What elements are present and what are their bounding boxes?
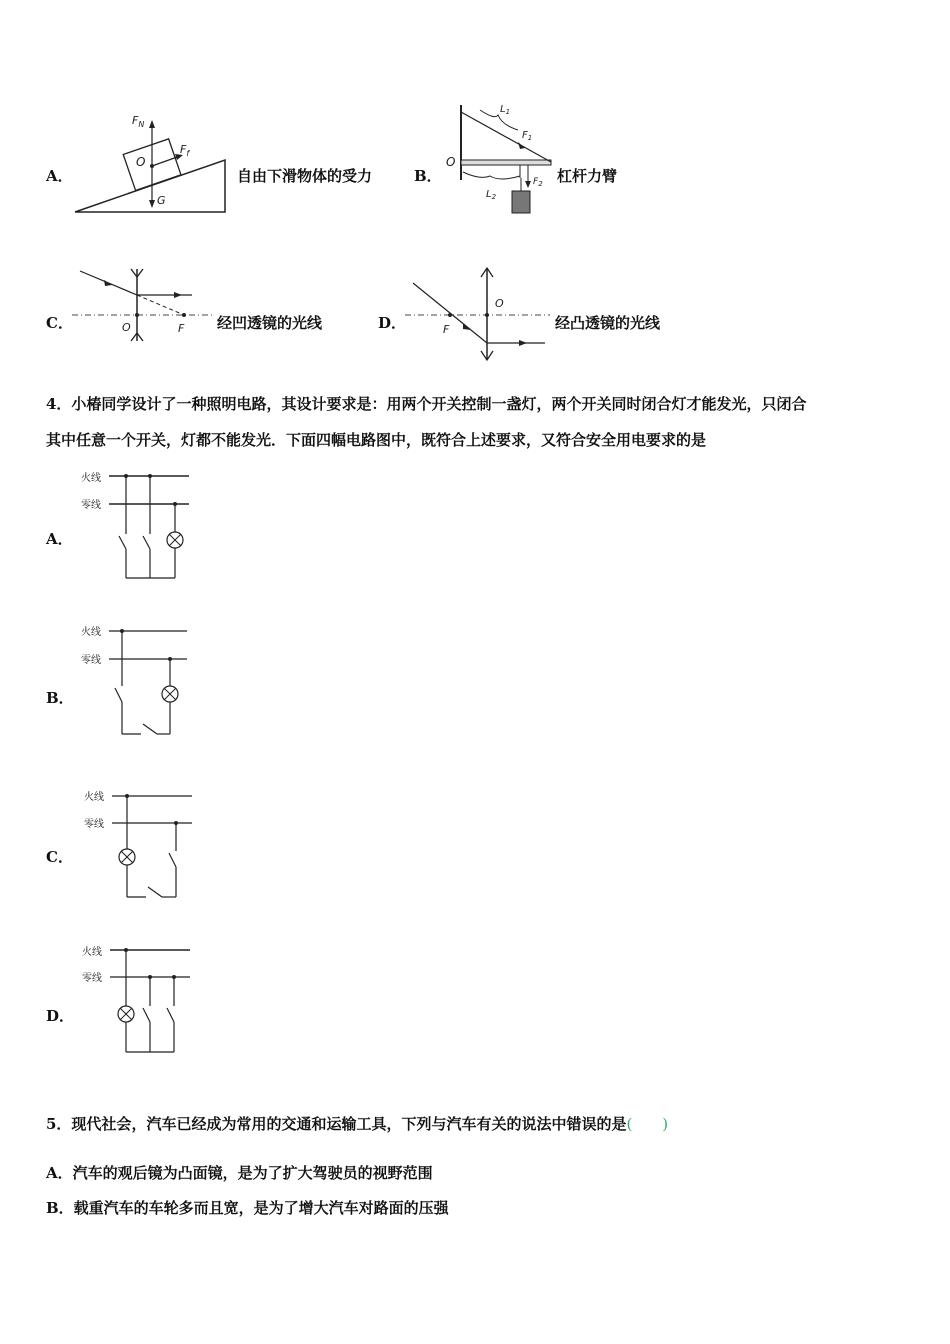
circuit-a-label: A．: [46, 530, 73, 548]
circuit-c-label: C．: [46, 848, 73, 866]
concave-f-label: F: [178, 322, 185, 335]
option-b-caption: 杠杆力臂: [557, 167, 618, 185]
option-b-label: B．: [414, 167, 442, 185]
option-a-label: A．: [46, 167, 73, 185]
convex-lens-diagram: [405, 265, 553, 365]
circuit-a-neutral: 零线: [81, 500, 101, 511]
circuit-c-diagram: [80, 785, 200, 905]
g-label: G: [157, 194, 166, 207]
circuit-d-label: D．: [46, 1007, 75, 1025]
lever-diagram: [440, 100, 555, 218]
svg-text:FN: [132, 114, 144, 129]
question-5-text: 5．现代社会，汽车已经成为常用的交通和运输工具，下列与汽车有关的说法中错误的是: [46, 1115, 627, 1133]
circuit-b-neutral: 零线: [81, 655, 101, 666]
circuit-b-label: B．: [46, 689, 74, 707]
option-d-caption: 经凸透镜的光线: [555, 314, 661, 332]
f2-label: F: [533, 177, 539, 187]
l2-sub: 2: [491, 193, 497, 201]
l1-label: L: [500, 104, 506, 115]
ff-sub: f: [186, 149, 190, 158]
circuit-d-neutral: 零线: [82, 973, 102, 984]
convex-f-label: F: [443, 323, 450, 336]
f2-sub: 2: [538, 180, 543, 188]
svg-text:Ff: [180, 143, 190, 158]
incline-force-diagram: [70, 110, 240, 220]
circuit-b-live: 火线: [81, 627, 101, 638]
circuit-a-diagram: [75, 466, 195, 581]
circuit-b-diagram: [75, 620, 195, 740]
f1-sub: 1: [527, 134, 533, 142]
circuit-c-neutral: 零线: [84, 819, 104, 830]
question-5-option-b: B．载重汽车的车轮多而且宽，是为了增大汽车对路面的压强: [46, 1199, 449, 1217]
lever-o-label: O: [446, 155, 456, 169]
concave-lens-diagram: [72, 265, 217, 345]
convex-o-label: O: [495, 297, 504, 310]
question-5-option-a: A．汽车的观后镜为凸面镜，是为了扩大驾驶员的视野范围: [46, 1164, 433, 1182]
question-5-stem: [46, 1113, 668, 1134]
l1-sub: 1: [505, 108, 511, 116]
fn-label: F: [132, 114, 139, 127]
fn-sub: N: [138, 120, 145, 129]
circuit-d-live: 火线: [82, 947, 102, 958]
l2-label: L: [486, 189, 492, 200]
circuit-d-diagram: [78, 940, 198, 1060]
question-4-line2: 其中任意一个开关，灯都不能发光．下面四幅电路图中，既符合上述要求，又符合安全用电要求的是: [46, 431, 707, 449]
svg-text:F1: [522, 130, 532, 142]
ff-label: F: [180, 143, 187, 156]
question-4-line1: 4．小椿同学设计了一种照明电路，其设计要求是：用两个开关控制一盏灯，两个开关同时闭合灯才能发光，只闭合: [46, 395, 807, 413]
option-c-label: C．: [46, 314, 73, 332]
circuit-a-live: 火线: [81, 473, 101, 484]
answer-paren: ( ): [626, 1115, 669, 1133]
svg-text:L2: [486, 189, 497, 201]
option-d-label: D．: [378, 314, 407, 332]
f1-label: F: [522, 130, 528, 141]
option-c-caption: 经凹透镜的光线: [217, 314, 323, 332]
svg-text:F2: [533, 177, 543, 188]
question-4-stem: [46, 386, 926, 458]
o-label: O: [136, 155, 146, 169]
concave-o-label: O: [122, 321, 131, 334]
svg-text:L1: [500, 104, 510, 116]
option-a-caption: 自由下滑物体的受力: [237, 167, 373, 185]
circuit-c-live: 火线: [84, 792, 104, 803]
